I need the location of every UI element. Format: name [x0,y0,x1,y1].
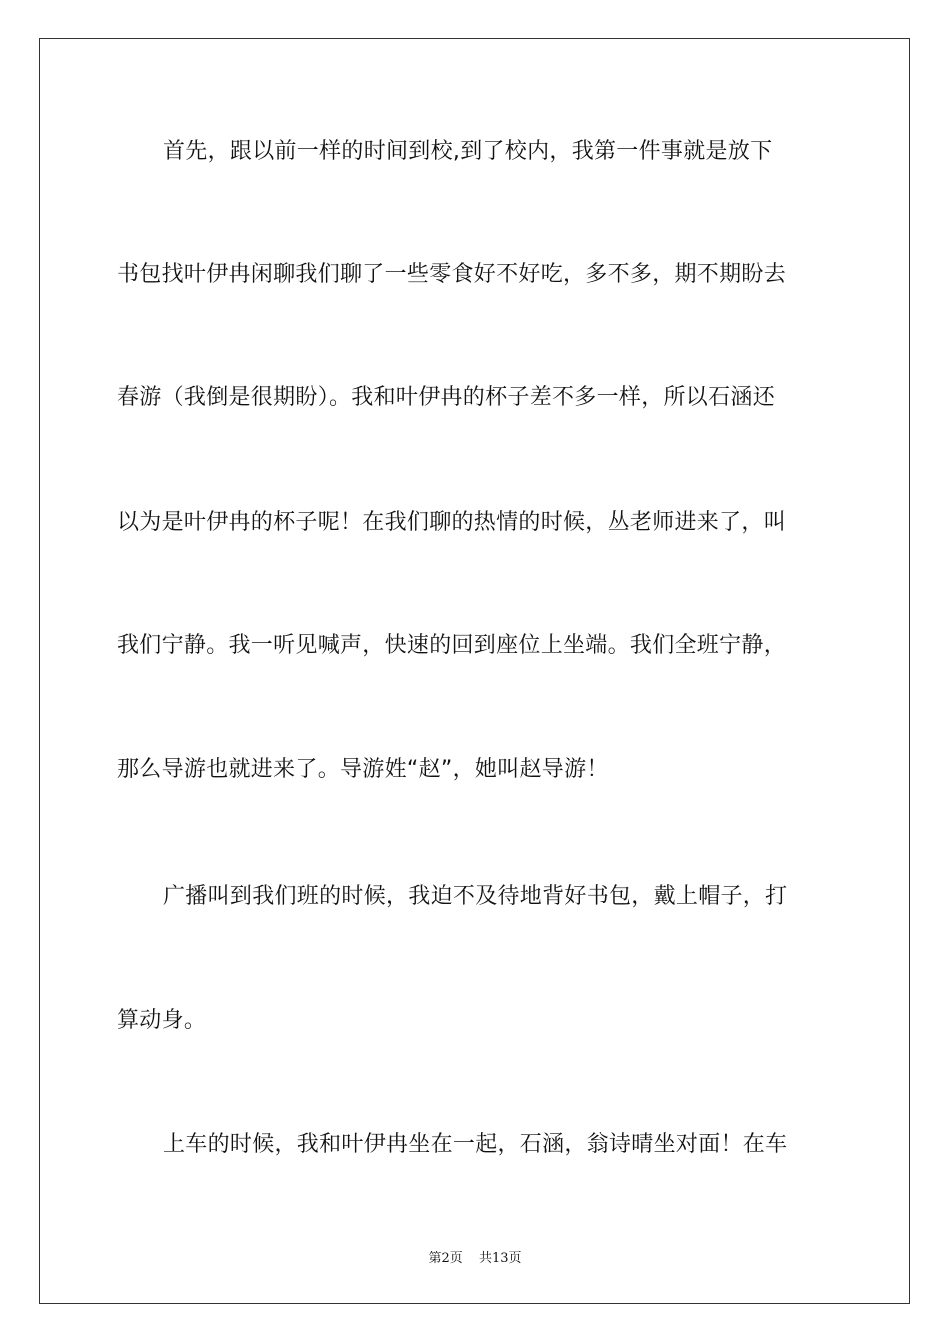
text-line: 春游（我倒是很期盼）。我和叶伊冉的杯子差不多一样，所以石涵还 [117,385,776,410]
text-line: 算动身。 [117,1008,207,1033]
text-line: 以为是叶伊冉的杯子呢！在我们聊的热情的时候，丛老师进来了，叫 [117,510,787,535]
text-line: 首先，跟以前一样的时间到校,到了校内，我第一件事就是放下 [163,139,773,164]
text-line: 我们宁静。我一听见喊声，快速的回到座位上坐端。我们全班宁静， [117,633,787,658]
page-total: 共13页 [478,1251,522,1266]
page-footer [0,1247,950,1266]
text-line: 广播叫到我们班的时候，我迫不及待地背好书包，戴上帽子，打 [163,884,788,909]
page-border [39,38,910,1304]
text-line: 那么导游也就进来了。导游姓“赵”，她叫赵导游！ [117,757,609,782]
text-line: 书包找叶伊冉闲聊我们聊了一些零食好不好吃，多不多，期不期盼去 [117,262,787,287]
page-number: 第2页 [428,1251,463,1266]
text-line: 上车的时候，我和叶伊冉坐在一起，石涵，翁诗晴坐对面！在车 [163,1132,788,1157]
